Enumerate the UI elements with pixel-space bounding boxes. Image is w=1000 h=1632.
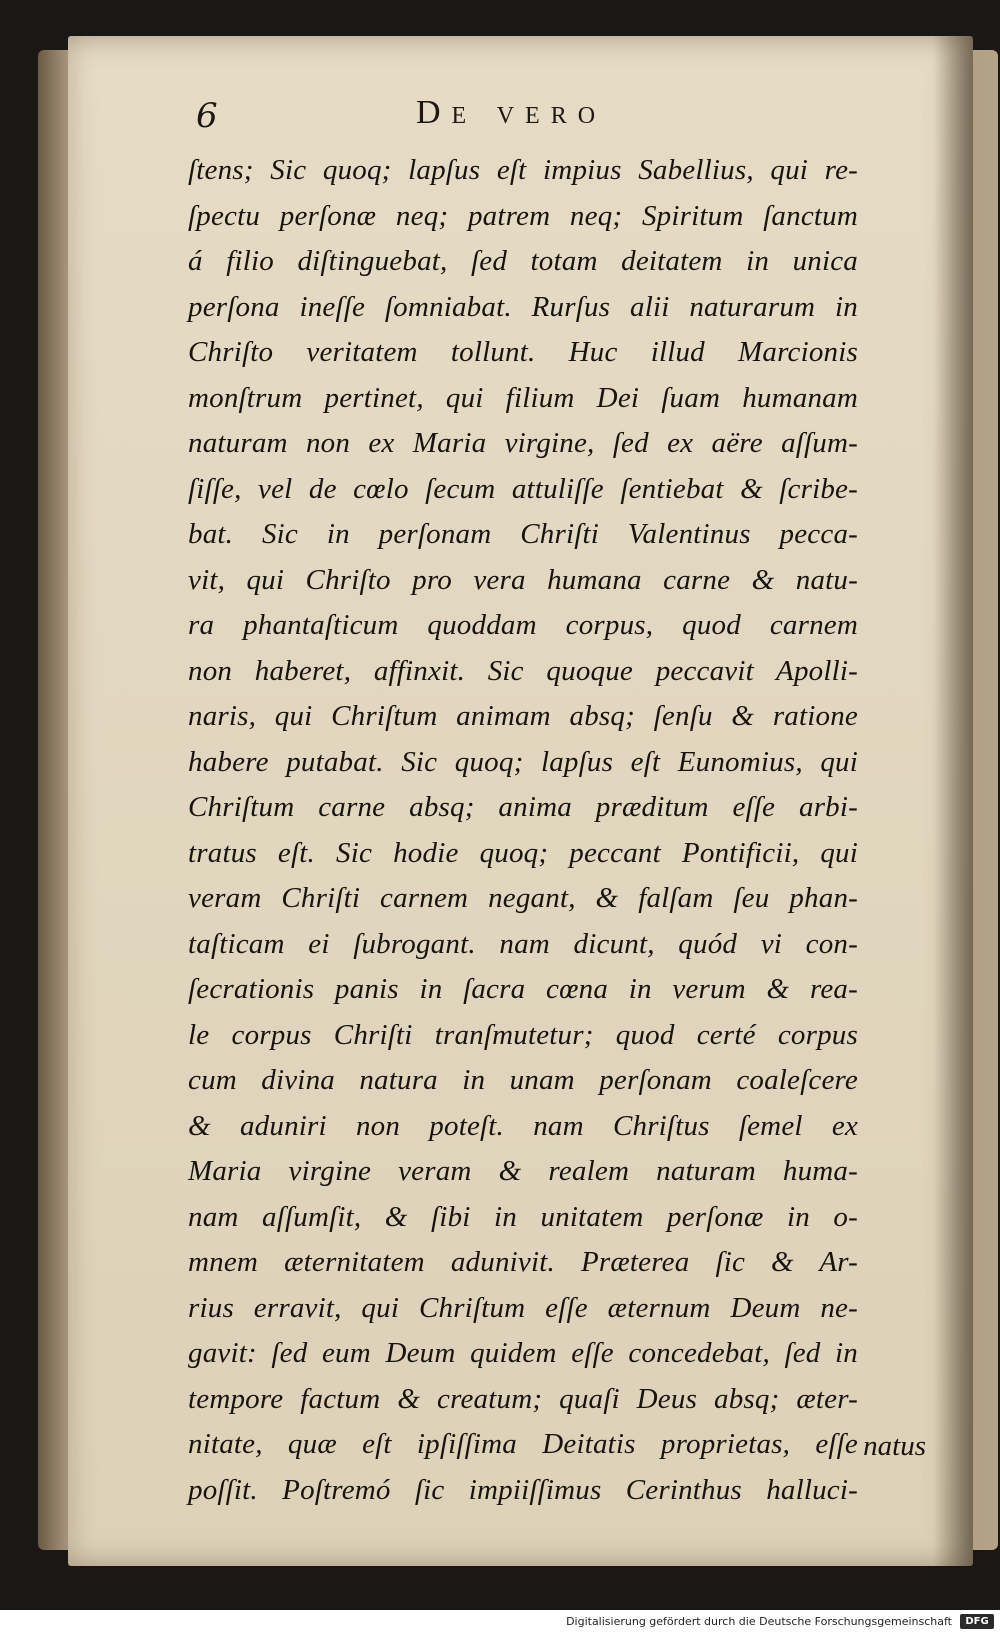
text-line: naris, qui Chriſtum animam absq; ſenſu & ratione	[188, 700, 858, 732]
text-line: taſticam ei ſubrogant. nam dicunt, quód vi con-	[188, 927, 858, 960]
text-line: poſſit. Poſtremó ſic impiiſſimus Cerinthus halluci-	[188, 1473, 858, 1506]
text-line: perſona ineſſe ſomniabat. Rurſus alii naturarum in	[188, 290, 858, 323]
dfg-logo: DFG	[960, 1614, 994, 1629]
text-line: vit, qui Chriſto pro vera humana carne & natu-	[188, 563, 858, 596]
page-number: 6	[196, 96, 218, 136]
spine-shadow	[933, 36, 973, 1566]
body-text	[188, 148, 858, 1513]
text-line: ſtens; Sic quoq; lapſus eſt impius Sabellius, qui re-	[188, 154, 858, 186]
text-line: naturam non ex Maria virgine, ſed ex aëre aſſum-	[188, 427, 858, 459]
page-header	[196, 92, 836, 142]
text-line: tempore factum & creatum; quaſi Deus absq; æter-	[188, 1382, 858, 1415]
text-line: veram Chriſti carnem negant, & falſam ſeu phan-	[188, 882, 858, 914]
text-line: tratus eſt. Sic hodie quoq; peccant Pontificii, qui	[188, 836, 858, 869]
text-line: Chriſtum carne absq; anima præditum eſſe arbi-	[188, 791, 858, 823]
text-line: nam aſſumſit, & ſibi in unitatem perſonæ in o-	[188, 1200, 858, 1233]
text-line: cum divina natura in unam perſonam coaleſcere	[188, 1064, 858, 1096]
footer-bar	[0, 1610, 1000, 1632]
text-line: nitate, quæ eſt ipſiſſima Deitatis proprietas, eſſe	[188, 1428, 858, 1460]
text-line: monſtrum pertinet, qui filium Dei ſuam humanam	[188, 381, 858, 414]
text-line: non haberet, affinxit. Sic quoque peccavit Apolli-	[188, 654, 858, 687]
text-line: Maria virgine veram & realem naturam huma-	[188, 1155, 858, 1187]
catchword: natus	[863, 1430, 926, 1462]
text-line: bat. Sic in perſonam Chriſti Valentinus pecca-	[188, 518, 858, 550]
text-line: ra phantaſticum quoddam corpus, quod carnem	[188, 609, 858, 641]
text-line: habere putabat. Sic quoq; lapſus eſt Eunomius, qui	[188, 745, 858, 778]
text-line: ſecrationis panis in ſacra cœna in verum & rea-	[188, 973, 858, 1005]
text-line: & aduniri non poteſt. nam Chriſtus ſemel ex	[188, 1109, 858, 1142]
text-line: le corpus Chriſti tranſmutetur; quod certé corpus	[188, 1018, 858, 1051]
text-line: ſiſſe, vel de cœlo ſecum attuliſſe ſentiebat & ſcribe-	[188, 472, 858, 505]
text-line: gavit: ſed eum Deum quidem eſſe concedebat, ſed in	[188, 1337, 858, 1369]
text-line: á filio diſtinguebat, ſed totam deitatem in unica	[188, 245, 858, 277]
text-line: ſpectu perſonæ neq; patrem neq; Spiritum ſanctum	[188, 199, 858, 232]
text-line: rius erravit, qui Chriſtum eſſe æternum Deum ne-	[188, 1291, 858, 1324]
text-line: Chriſto veritatem tollunt. Huc illud Marcionis	[188, 336, 858, 368]
footer-credit: Digitalisierung gefördert durch die Deutsche Forschungsgemeinschaft	[566, 1615, 952, 1628]
text-line: mnem æternitatem adunivit. Præterea ſic & Ar-	[188, 1246, 858, 1278]
running-title: De vero	[416, 94, 607, 131]
